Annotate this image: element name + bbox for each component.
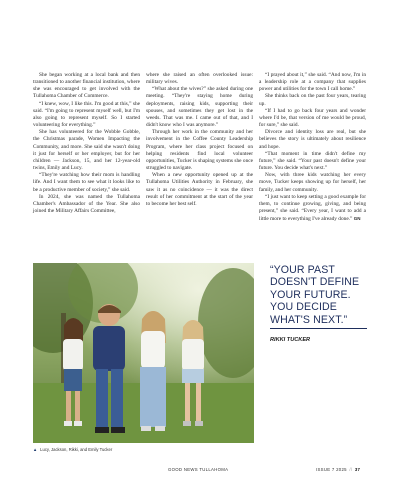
photo-caption [33,447,254,452]
paragraph: She has volunteered for the Wobble Gobble, the Christmas parade, Women Impacting the Community, and more. She said she wasn't doing it just for herself or her employer, but for her children — Jackson, 15, and her 12-year-old twins, Emily and Lucy. [33,129,140,172]
paragraph: “That moment in time didn't define my future,” she said. “Your past doesn't define your future. You decide what's next.” [259,150,366,172]
family-photo [33,263,254,443]
paragraph: Now, with three kids watching her every move, Tucker keeps showing up for herself, her family, and her community. [259,172,366,193]
paragraph-last [259,194,366,224]
paragraph: In 2024, she was named the Tullahoma Chamber's Ambassador of the Year. She also joined the Military Affairs Committee, [33,193,140,214]
paragraph: When a new opportunity opened up at the Tullahoma Utilities Authority in February, she saw it as no coincidence — it was the direct result of her commitment at the start of the year to become her best self. [146,172,253,207]
paragraph-text: “I just want to keep setting a good example for them, to continue growing, giving, and being present,” she said. “Every year, I want to add a little more to everything I've already done.” [259,193,366,223]
end-mark: GN [353,216,361,222]
article-column-1 [33,72,140,215]
pull-quote: “YOUR PAST DOESN'T DEFINE YOUR FUTURE. YOU DECIDE WHAT'S NEXT.” [270,264,360,326]
footer-issue: ISSUE 7 2025 [316,467,347,472]
photo-illustration [33,263,254,443]
caption-text: Lucy, Jackson, Rikki, and Emily Tucker [40,447,113,452]
paragraph: “If I had to go back four years and wonder where I'd be, that version of me would be proud, for sure,” she said. [259,107,366,129]
footer-magazine-name: GOOD NEWS TULLAHOMA [168,467,229,472]
pull-quote-divider [270,328,367,329]
footer-separator: // [349,467,353,472]
page-number: 37 [354,467,361,472]
paragraph: where she raised an often overlooked issue: military wives. [146,72,253,86]
pull-quote-attribution: RIKKI TUCKER [270,337,311,343]
paragraph: Divorce and identity loss are real, but she believes the story is ultimately about resilience and hope. [259,129,366,150]
paragraph: “I prayed about it,” she said. “And now, I'm in a leadership role at a company that supplies power and utilities for the town I call home.” [259,72,366,93]
article-column-2 [146,72,253,208]
caption-triangle-icon: ▲ [33,447,38,452]
paragraph: “I knew, wow, I like this. I'm good at this,” she said. “I'm going to represent myself well, but I'm also going to represent myself. So I started volunteering for everything.” [33,100,140,129]
paragraph: “They're watching how their mom is handling life. And I want them to see what it looks like to be a productive member of society,” she said. [33,172,140,193]
paragraph: “What about the wives?” she asked during one meeting. “They're staying home during deployments, raising kids, supporting their spouses, and sometimes they get lost in the weeds. That was me. I came out of that, and I didn't know who I was anymore.” [146,86,253,129]
paragraph: She began working at a local bank and then transitioned to another financial institution, where she was encouraged to get involved with the Tullahoma Chamber of Commerce. [33,72,140,100]
article-column-3 [259,72,366,223]
paragraph: She thinks back on the past four years, tearing up. [259,93,366,107]
paragraph: Through her work in the community and her involvement in the Coffee County Leadership Program, where her class project focused on helping residents find local volunteer opportunities, Tucker is shaping systems she once struggled to navigate. [146,129,253,172]
footer-issue-info [316,467,360,472]
